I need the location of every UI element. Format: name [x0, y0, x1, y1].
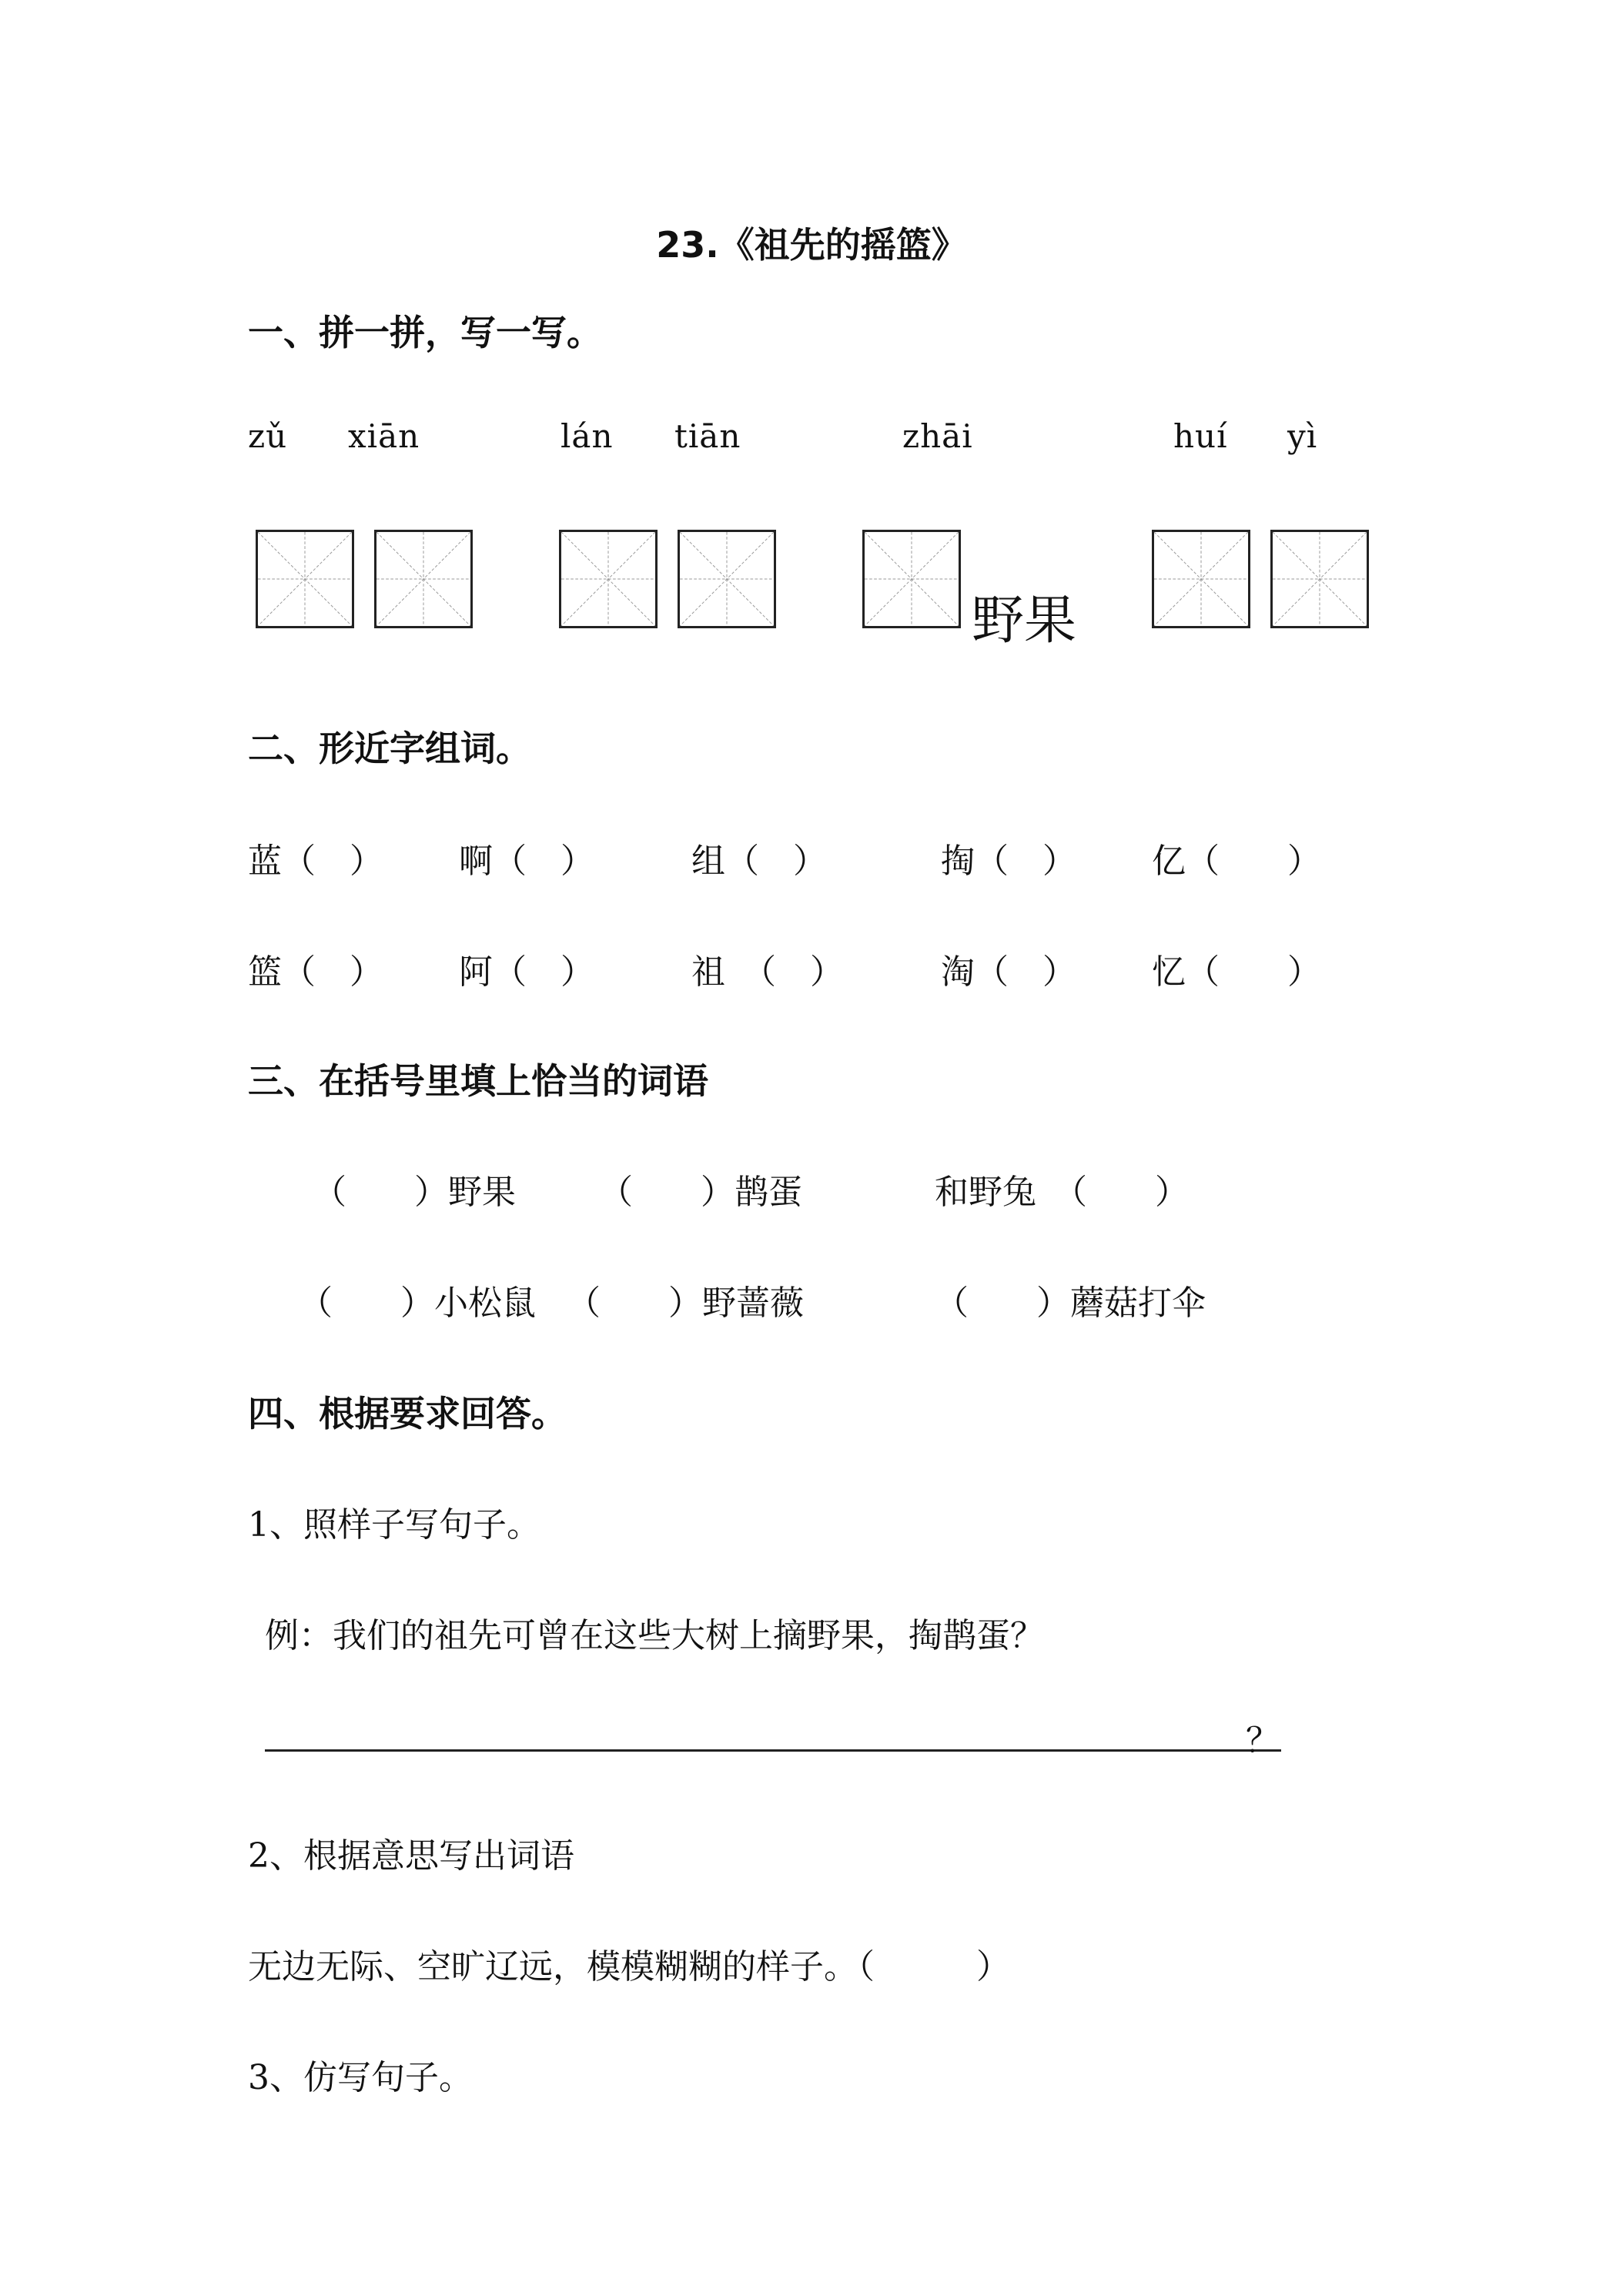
pinyin-zhai: zhāi	[902, 417, 973, 455]
word-group-item: 蓝（ ）	[248, 842, 383, 881]
pinyin-lan: lán	[561, 417, 614, 455]
fill-in-item: 和野兔 （ ）	[935, 1173, 1189, 1212]
example-sentence: 例：我们的祖先可曾在这些大树上摘野果，掏鹊蛋？	[265, 1616, 1044, 1655]
word-group-item: 阿（ ）	[459, 952, 594, 992]
page-title: 23.《祖先的摇篮》	[656, 224, 967, 266]
fill-in-item: （ ）蘑菇打伞	[935, 1284, 1206, 1323]
question-3: 3、仿写句子。	[248, 2058, 473, 2097]
question-1: 1、照样子写句子。	[248, 1505, 540, 1545]
word-group-item: 篮（ ）	[248, 952, 383, 992]
writing-grid-box[interactable]	[256, 530, 354, 628]
word-group-item: 掏（ ）	[941, 842, 1076, 881]
section-1-heading: 一、拼一拼，写一写。	[248, 312, 602, 353]
pinyin-zu: zǔ	[248, 417, 288, 455]
pinyin-hui: huí	[1173, 417, 1228, 455]
fill-in-item: （ ）小松鼠	[299, 1284, 536, 1323]
section-2-heading: 二、形近字组词。	[248, 728, 531, 769]
answer-line-end: ？	[1246, 1721, 1280, 1760]
word-group-item: 组（ ）	[691, 842, 827, 881]
writing-grid-box[interactable]	[678, 530, 776, 628]
section-4-heading: 四、根据要求回答。	[248, 1393, 567, 1434]
question-2: 2、根据意思写出词语	[248, 1836, 574, 1876]
fill-in-item: （ ）野蔷薇	[567, 1284, 804, 1323]
answer-line[interactable]	[265, 1749, 1281, 1752]
fill-in-item: （ ）野果	[313, 1173, 516, 1212]
word-group-item: 祖 （ ）	[691, 952, 844, 992]
fill-in-item: （ ）鹊蛋	[599, 1173, 802, 1212]
question-2-text: 无边无际、空旷辽远，模模糊糊的样子。（ ）	[248, 1947, 1010, 1986]
pinyin-xian: xiān	[348, 417, 420, 455]
section-3-heading: 三、在括号里填上恰当的词语	[248, 1060, 708, 1102]
word-group-item: 忆（ ）	[1152, 952, 1321, 992]
pinyin-yi: yì	[1287, 417, 1318, 455]
writing-grid-box[interactable]	[559, 530, 658, 628]
word-suffix: 野果	[972, 591, 1077, 651]
writing-grid-box[interactable]	[1152, 530, 1250, 628]
word-group-item: 亿（ ）	[1152, 842, 1321, 881]
writing-grid-box[interactable]	[374, 530, 473, 628]
word-group-item: 淘（ ）	[941, 952, 1076, 992]
writing-grid-box[interactable]	[862, 530, 961, 628]
word-group-item: 啊（ ）	[459, 842, 594, 881]
pinyin-tian: tiān	[674, 417, 741, 455]
writing-grid-box[interactable]	[1270, 530, 1369, 628]
